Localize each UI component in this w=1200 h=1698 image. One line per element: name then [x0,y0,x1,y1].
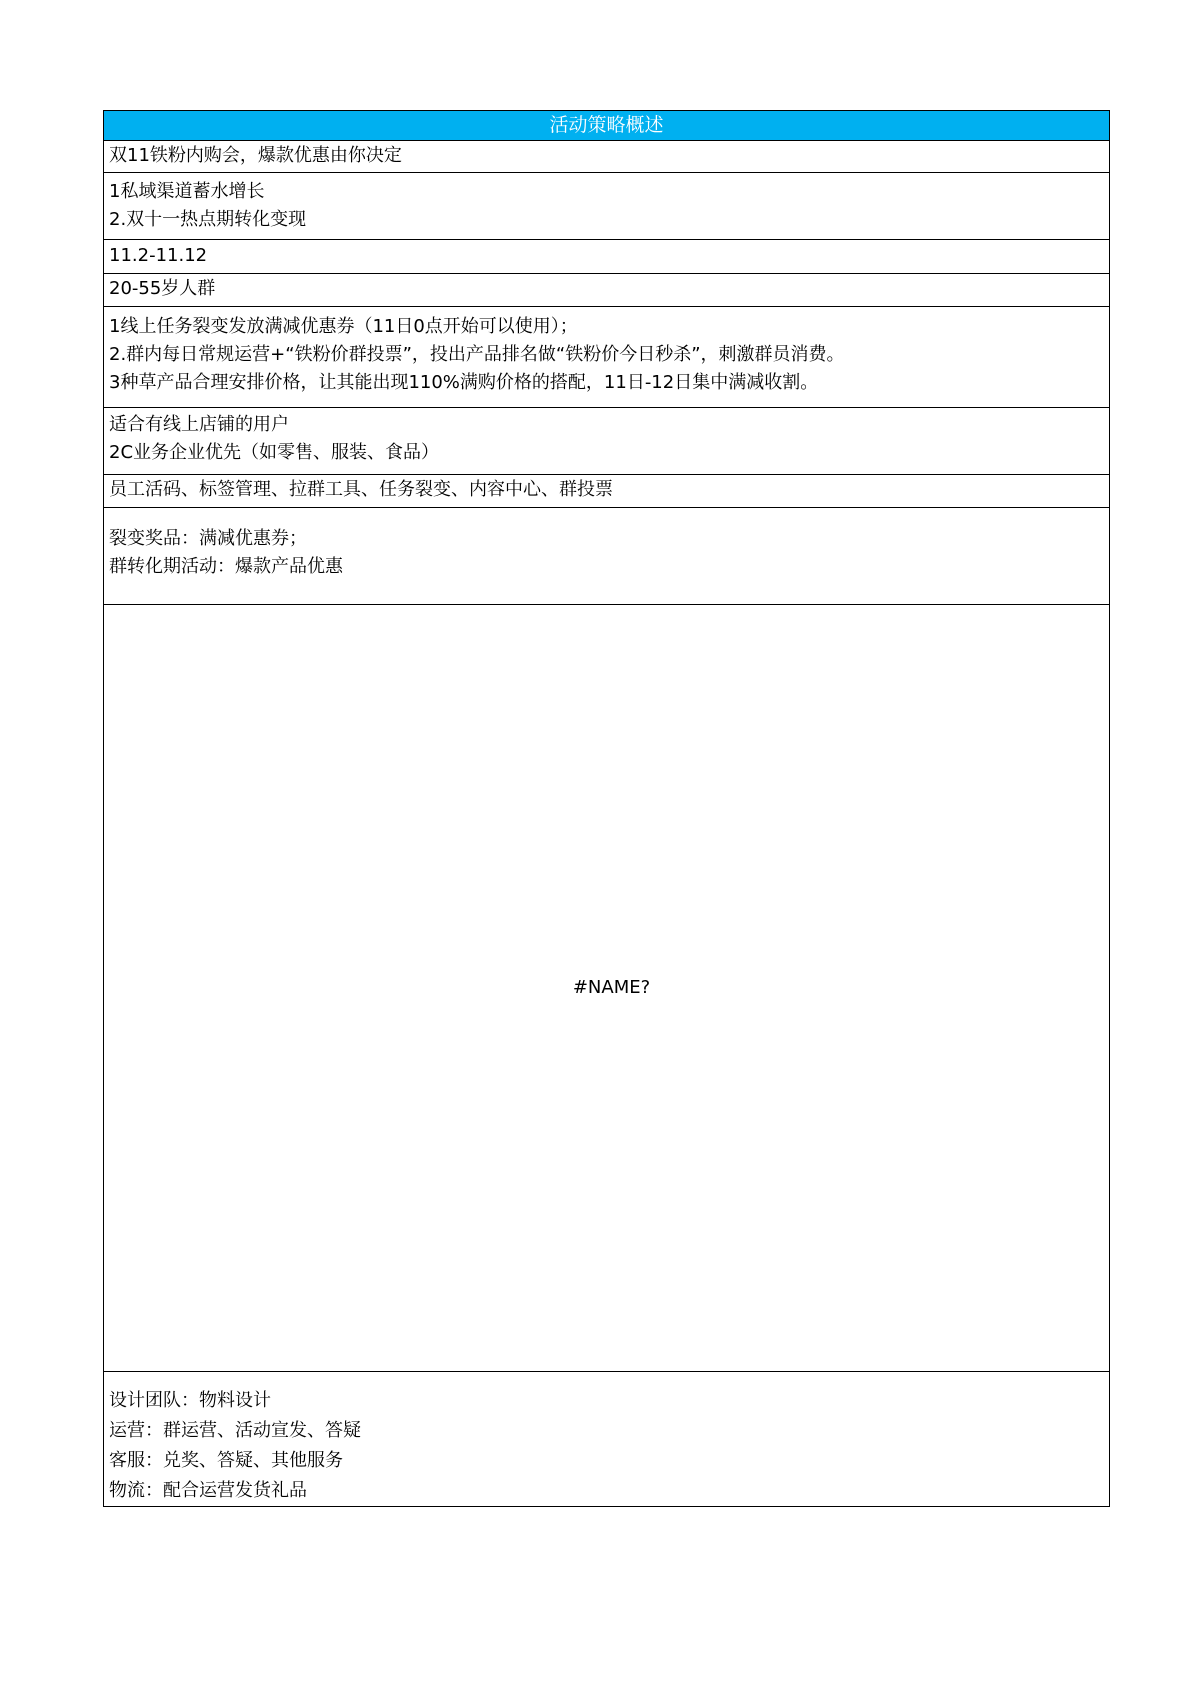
strategy-table [103,110,1110,1507]
flow-cell[interactable] [104,605,1109,1372]
strategy-line: 1线上任务裂变发放满减优惠券（11日0点开始可以使用）； [109,316,578,337]
prize-line: 裂变奖品：满减优惠券； [109,528,307,549]
suitable-cell[interactable] [104,408,1109,475]
suitable-line: 2C业务企业优先（如零售、服装、食品） [109,442,440,463]
tools-cell[interactable] [104,475,1109,508]
date-cell[interactable] [104,240,1109,274]
prizes-cell[interactable] [104,508,1109,605]
formula-error-text: #NAME? [572,977,651,998]
team-line: 物流：配合运营发货礼品 [109,1480,307,1501]
team-line: 设计团队：物料设计 [109,1390,271,1411]
table-title: 活动策略概述 [104,111,1109,141]
prize-line: 群转化期活动：爆款产品优惠 [109,556,343,577]
goals-cell[interactable] [104,173,1109,240]
goal-line: 1私域渠道蓄水增长 [109,181,265,202]
date-range-text: 11.2-11.12 [109,245,208,266]
strategy-line: 2.群内每日常规运营+“铁粉价群投票”，投出产品排名做“铁粉价今日秒杀”，刺激群员消费。 [109,344,845,365]
audience-text: 20-55岁人群 [109,278,216,299]
team-cell[interactable] [104,1372,1109,1506]
theme-text: 双11铁粉内购会，爆款优惠由你决定 [109,145,402,166]
tools-text: 员工活码、标签管理、拉群工具、任务裂变、内容中心、群投票 [109,479,613,500]
suitable-line: 适合有线上店铺的用户 [109,414,289,435]
team-line: 客服：兑奖、答疑、其他服务 [109,1450,343,1471]
strategy-line: 3种草产品合理安排价格，让其能出现110%满购价格的搭配，11日-12日集中满减收割。 [109,372,819,393]
audience-cell[interactable] [104,274,1109,307]
team-line: 运营：群运营、活动宣发、答疑 [109,1420,361,1441]
goal-line: 2.双十一热点期转化变现 [109,209,307,230]
theme-cell[interactable] [104,141,1109,173]
strategy-cell[interactable] [104,307,1109,408]
